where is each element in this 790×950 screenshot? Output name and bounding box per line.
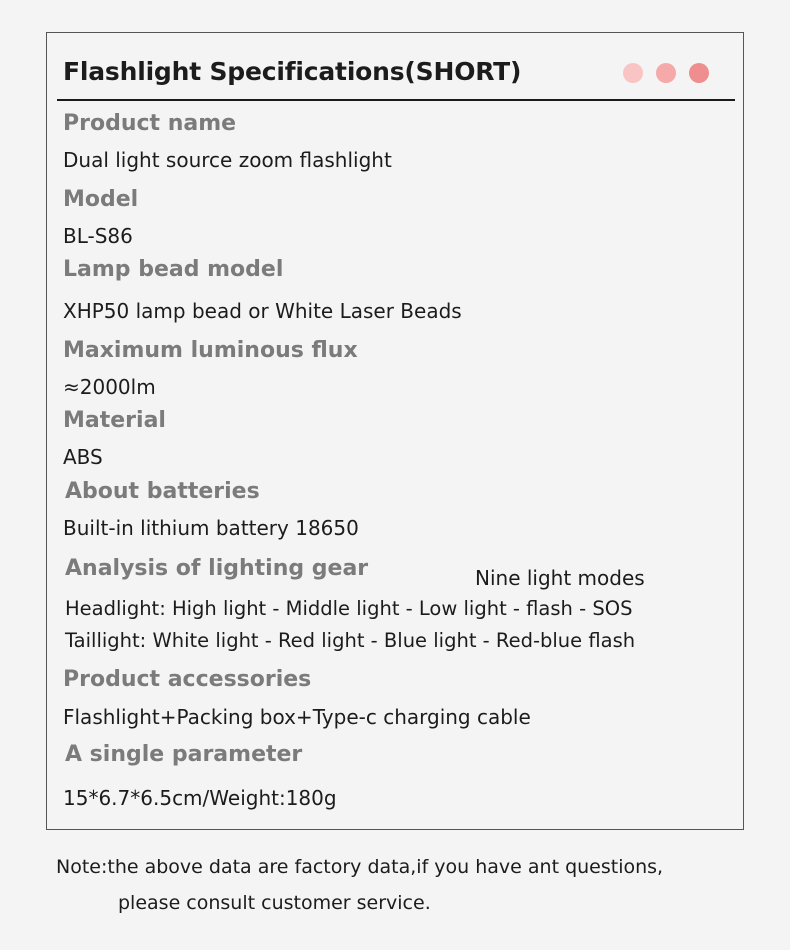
luminous-flux-label: Maximum luminous flux bbox=[63, 338, 358, 363]
title-divider bbox=[57, 99, 735, 101]
lamp-bead-label: Lamp bead model bbox=[63, 257, 284, 282]
dot-1 bbox=[623, 63, 643, 83]
headlight-modes: Headlight: High light - Middle light - Low light - flash - SOS bbox=[65, 597, 633, 620]
model-value: BL-S86 bbox=[63, 224, 133, 248]
batteries-label: About batteries bbox=[65, 479, 260, 504]
accessories-value: Flashlight+Packing box+Type-c charging cable bbox=[63, 705, 531, 729]
light-modes-count: Nine light modes bbox=[475, 566, 645, 590]
lamp-bead-value: XHP50 lamp bead or White Laser Beads bbox=[63, 299, 462, 323]
parameter-value: 15*6.7*6.5cm/Weight:180g bbox=[63, 786, 337, 810]
parameter-label: A single parameter bbox=[65, 742, 303, 767]
accessories-label: Product accessories bbox=[63, 667, 312, 692]
note-line-2: please consult customer service. bbox=[118, 892, 431, 914]
product-name-label: Product name bbox=[63, 111, 237, 136]
luminous-flux-value: ≈2000lm bbox=[63, 375, 156, 399]
batteries-value: Built-in lithium battery 18650 bbox=[63, 516, 359, 540]
material-label: Material bbox=[63, 408, 166, 433]
note-line-1: Note:the above data are factory data,if you have ant questions, bbox=[56, 856, 664, 878]
spec-card bbox=[46, 32, 744, 830]
dot-3 bbox=[689, 63, 709, 83]
material-value: ABS bbox=[63, 445, 103, 469]
product-name-value: Dual light source zoom flashlight bbox=[63, 148, 392, 172]
decorative-dots bbox=[623, 63, 709, 83]
lighting-gear-label: Analysis of lighting gear bbox=[65, 556, 369, 581]
taillight-modes: Taillight: White light - Red light - Blue light - Red-blue flash bbox=[65, 629, 636, 652]
dot-2 bbox=[656, 63, 676, 83]
page-title: Flashlight Specifications(SHORT) bbox=[63, 57, 522, 86]
model-label: Model bbox=[63, 187, 139, 212]
